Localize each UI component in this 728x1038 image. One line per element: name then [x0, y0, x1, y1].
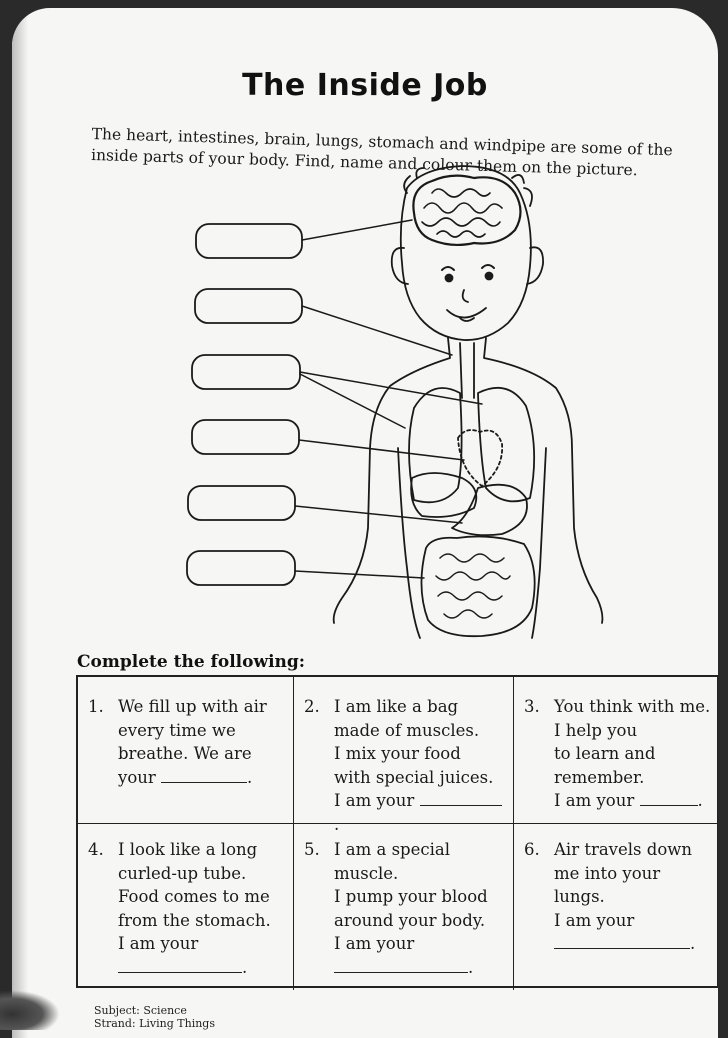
question-text: You think with me. I help you to learn and remember. I am your	[554, 697, 711, 810]
brain-outline	[413, 176, 520, 245]
question-cell-6: 6. Air travels down me into your lungs. I am your .	[524, 840, 696, 953]
question-number: 1.	[88, 697, 104, 716]
windpipe	[460, 343, 474, 398]
question-cell-2: 2. I am like a bag made of muscles. I mix your food with special juices. I am your .	[294, 677, 514, 824]
page-title: The Inside Job	[242, 68, 488, 103]
question-number: 2.	[304, 697, 320, 716]
answer-blank[interactable]	[554, 934, 690, 949]
label-boxes	[187, 224, 302, 585]
answer-blank[interactable]	[334, 958, 468, 973]
question-number: 5.	[304, 840, 320, 859]
intro-text: The heart, intestines, brain, lungs, stomach and windpipe are some of the inside parts of your body. Find, name and colour them on the picture.	[90, 124, 673, 180]
right-lung	[478, 388, 534, 502]
answer-blank[interactable]	[118, 958, 242, 973]
question-cell-1: 1. We fill up with air every time we breathe. We are your .	[78, 677, 294, 824]
intestines	[421, 536, 534, 636]
question-text: We fill up with air every time we breathe. We are your	[118, 697, 267, 787]
label-box-2[interactable]	[195, 289, 302, 323]
question-number: 3.	[524, 697, 540, 716]
label-box-6[interactable]	[187, 551, 295, 585]
leader-lines	[295, 220, 482, 578]
worksheet-page	[12, 8, 718, 1038]
label-box-4[interactable]	[192, 420, 299, 454]
thumb-shadow	[0, 990, 60, 1030]
question-number: 4.	[88, 840, 104, 859]
question-number: 6.	[524, 840, 540, 859]
exercise-heading: Complete the following:	[77, 652, 306, 672]
answer-blank[interactable]	[161, 768, 247, 783]
boy-body	[334, 338, 603, 638]
boy-head	[392, 166, 543, 340]
liver	[411, 473, 476, 517]
question-text: I am like a bag made of muscles. I mix your food with special juices. I am your	[334, 697, 494, 810]
question-cell-3: 3. You think with me. I help you to learn and remember. I am your .	[514, 677, 718, 824]
left-lung	[409, 388, 462, 502]
question-text: I am a special muscle. I pump your blood around your body. I am your	[334, 840, 488, 953]
answer-blank[interactable]	[420, 791, 502, 806]
question-cell-5: 5. I am a special muscle. I pump your blood around your body. I am your .	[294, 824, 514, 990]
body-diagram	[12, 8, 718, 648]
question-text: Air travels down me into your lungs. I am your	[554, 840, 693, 930]
question-cell-4: 4. I look like a long curled-up tube. Food comes to me from the stomach. I am your .	[78, 824, 294, 990]
label-box-3[interactable]	[192, 355, 300, 389]
footer-strand: Strand: Living Things	[94, 1017, 215, 1030]
footer-subject: Subject: Science	[94, 1004, 187, 1017]
footer-meta	[94, 1004, 215, 1030]
label-box-1[interactable]	[196, 224, 302, 258]
question-text: I look like a long curled-up tube. Food comes to me from the stomach. I am your	[118, 840, 271, 953]
answer-blank[interactable]	[640, 791, 698, 806]
label-box-5[interactable]	[188, 486, 295, 520]
questions-table	[76, 675, 718, 988]
